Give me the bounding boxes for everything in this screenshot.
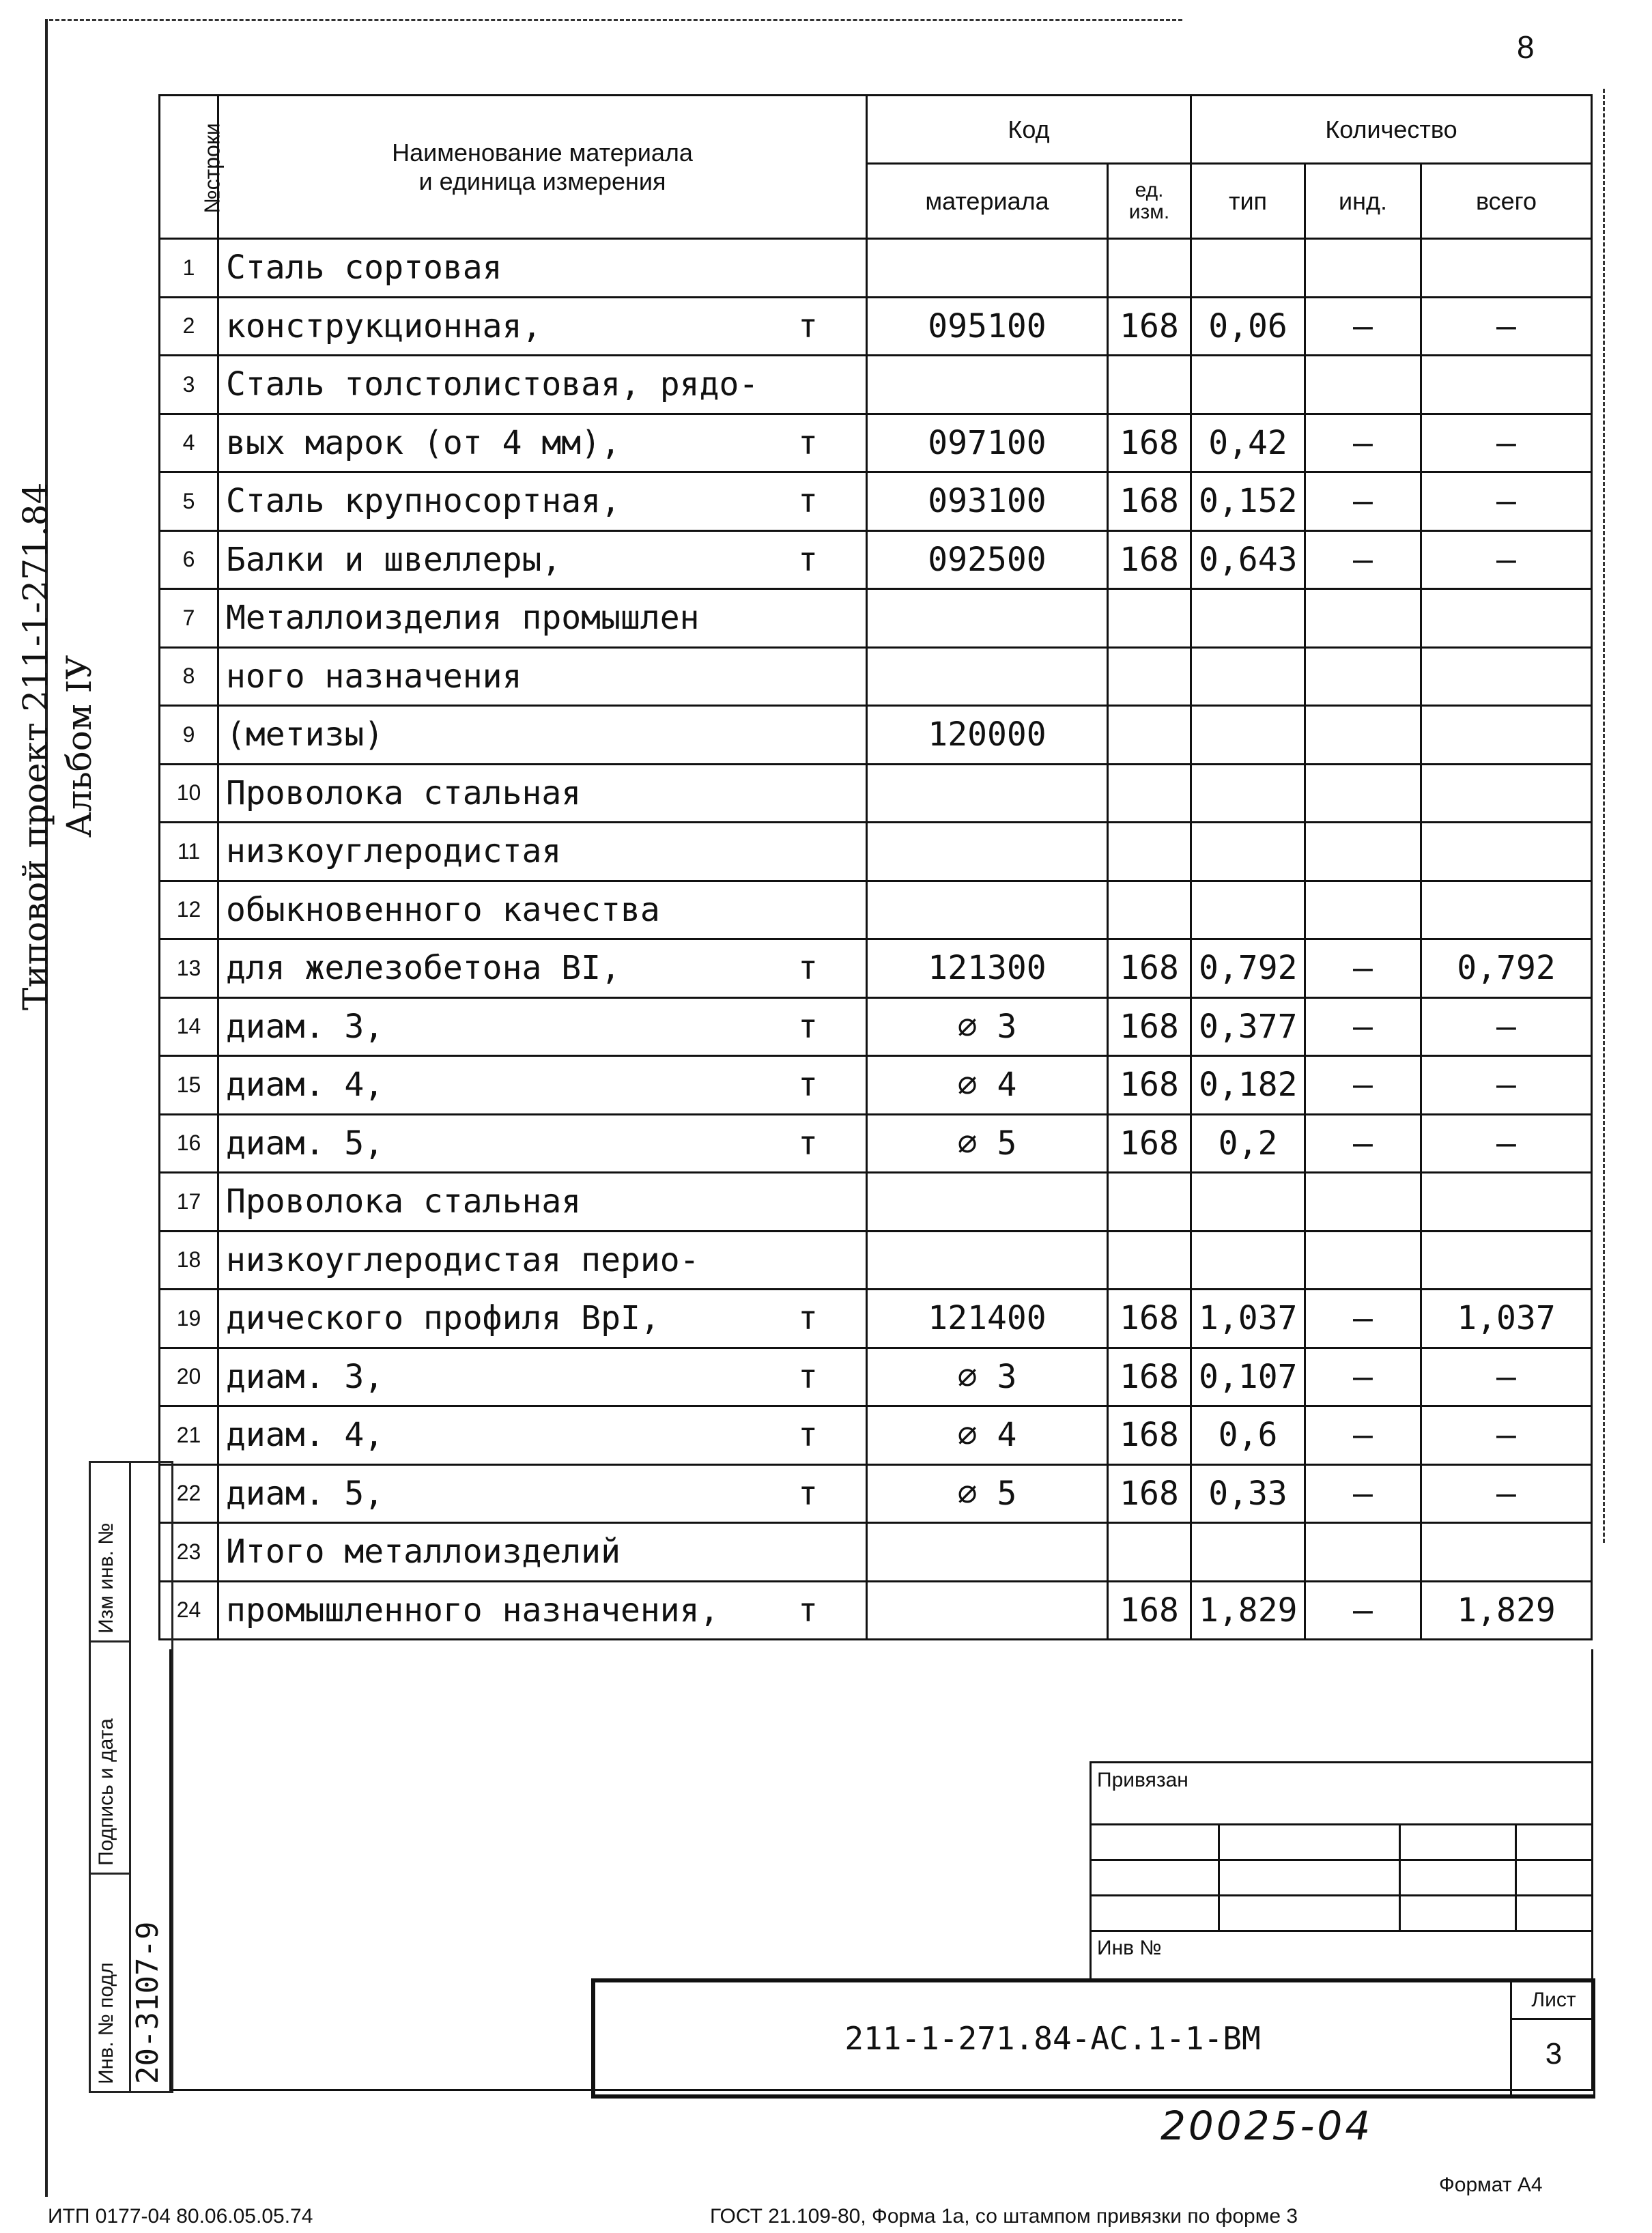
unit-code: 168	[1108, 1114, 1191, 1173]
qty-total	[1421, 1523, 1592, 1582]
table-row	[160, 1406, 1592, 1465]
material-code	[867, 1523, 1108, 1582]
stamp-inv-podl: Инв. № подл	[95, 1962, 117, 2084]
qty-total: –	[1421, 1406, 1592, 1465]
qty-total: –	[1421, 472, 1592, 531]
table-row	[160, 1523, 1592, 1582]
qty-type: 0,6	[1191, 1406, 1305, 1465]
header-qty-type: тип	[1191, 164, 1305, 239]
qty-ind: –	[1305, 297, 1421, 356]
unit-code: 168	[1108, 997, 1191, 1056]
qty-ind	[1305, 1173, 1421, 1232]
material-code: 120000	[867, 706, 1108, 765]
qty-ind	[1305, 356, 1421, 414]
material-name: диам. 4,	[226, 1416, 384, 1455]
material-code: 092500	[867, 530, 1108, 589]
qty-ind	[1305, 706, 1421, 765]
unit-code: 168	[1108, 297, 1191, 356]
sheet-cell	[1510, 1982, 1595, 2094]
material-name-cell	[218, 881, 867, 939]
row-number: 10	[160, 764, 218, 823]
material-name-cell	[218, 1114, 867, 1173]
material-code	[867, 239, 1108, 298]
qty-type: 0,2	[1191, 1114, 1305, 1173]
material-name-cell	[218, 1581, 867, 1640]
qty-ind	[1305, 239, 1421, 298]
material-name: диам. 5,	[226, 1124, 384, 1163]
qty-total: –	[1421, 997, 1592, 1056]
material-code: 097100	[867, 414, 1108, 472]
row-number: 8	[160, 647, 218, 706]
material-name: диам. 3,	[226, 1357, 384, 1396]
title-block	[591, 1978, 1595, 2099]
qty-type	[1191, 239, 1305, 298]
unit-code	[1108, 706, 1191, 765]
table-row	[160, 1231, 1592, 1290]
row-number: 12	[160, 881, 218, 939]
material-name: ного назначения	[226, 657, 522, 696]
material-name: низкоуглеродистая	[226, 832, 562, 871]
table-row	[160, 1056, 1592, 1115]
row-number: 21	[160, 1406, 218, 1465]
material-name-cell	[218, 530, 867, 589]
side-title-project: Типовой проект 211-1-271.84	[16, 482, 55, 1010]
material-name: промышленного назначения,	[226, 1591, 720, 1630]
table-row	[160, 589, 1592, 648]
qty-type: 0,643	[1191, 530, 1305, 589]
table-row	[160, 472, 1592, 531]
unit-of-measure: т	[798, 1357, 818, 1396]
qty-total	[1421, 764, 1592, 823]
qty-ind	[1305, 1523, 1421, 1582]
row-number: 6	[160, 530, 218, 589]
unit-of-measure: т	[798, 1591, 818, 1630]
qty-total: –	[1421, 1114, 1592, 1173]
material-code: 121300	[867, 939, 1108, 998]
qty-ind: –	[1305, 1581, 1421, 1640]
material-name: Итого металлоизделий	[226, 1533, 621, 1571]
qty-type	[1191, 589, 1305, 648]
table-row	[160, 647, 1592, 706]
material-name: обыкновенного качества	[226, 890, 660, 929]
qty-type	[1191, 647, 1305, 706]
material-code	[867, 823, 1108, 881]
material-code: 095100	[867, 297, 1108, 356]
qty-total: –	[1421, 1464, 1592, 1523]
table-row	[160, 881, 1592, 939]
material-code: ⌀ 5	[867, 1114, 1108, 1173]
qty-type: 1,037	[1191, 1290, 1305, 1348]
material-name: (метизы)	[226, 715, 384, 754]
unit-of-measure: т	[798, 423, 818, 462]
unit-of-measure: т	[798, 1007, 818, 1046]
qty-type	[1191, 1173, 1305, 1232]
qty-total	[1421, 356, 1592, 414]
table-row	[160, 1464, 1592, 1523]
unit-code	[1108, 1231, 1191, 1290]
qty-ind: –	[1305, 997, 1421, 1056]
material-name: Металлоизделия промышлен	[226, 599, 700, 638]
material-name: диам. 3,	[226, 1007, 384, 1046]
unit-code	[1108, 647, 1191, 706]
material-name-cell	[218, 1173, 867, 1232]
material-name-cell	[218, 239, 867, 298]
unit-of-measure: т	[798, 1124, 818, 1163]
unit-code	[1108, 356, 1191, 414]
table-row	[160, 530, 1592, 589]
unit-code	[1108, 1523, 1191, 1582]
material-code	[867, 1231, 1108, 1290]
row-number: 3	[160, 356, 218, 414]
qty-type: 0,792	[1191, 939, 1305, 998]
qty-type	[1191, 1523, 1305, 1582]
qty-ind: –	[1305, 472, 1421, 531]
material-name: конструкционная,	[226, 307, 542, 345]
footer-right: ГОСТ 21.109-80, Форма 1а, со штампом привязки по форме 3	[710, 2205, 1298, 2228]
unit-code: 168	[1108, 1406, 1191, 1465]
side-title	[14, 483, 101, 1010]
row-number: 4	[160, 414, 218, 472]
unit-of-measure: т	[798, 1416, 818, 1455]
material-code: ⌀ 4	[867, 1406, 1108, 1465]
material-name: вых марок (от 4 мм),	[226, 423, 621, 462]
row-number: 22	[160, 1464, 218, 1523]
qty-type: 0,33	[1191, 1464, 1305, 1523]
material-code	[867, 647, 1108, 706]
material-name-cell	[218, 589, 867, 648]
material-code: 093100	[867, 472, 1108, 531]
material-name-cell	[218, 1231, 867, 1290]
material-name-cell	[218, 472, 867, 531]
unit-of-measure: т	[798, 949, 818, 988]
material-name-cell	[218, 647, 867, 706]
row-number: 20	[160, 1348, 218, 1406]
unit-code	[1108, 764, 1191, 823]
qty-total	[1421, 706, 1592, 765]
header-name: Наименование материала и единица измерения	[218, 96, 867, 239]
footer-left: ИТП 0177-04 80.06.05.05.74	[48, 2205, 313, 2228]
qty-total: –	[1421, 1056, 1592, 1115]
sheet-label: Лист	[1512, 1982, 1595, 2020]
table-row	[160, 1173, 1592, 1232]
row-number: 14	[160, 997, 218, 1056]
material-name: Сталь сортовая	[226, 248, 502, 287]
material-name: Балки и швеллеры,	[226, 540, 562, 579]
qty-total: 1,037	[1421, 1290, 1592, 1348]
unit-of-measure: т	[798, 1066, 818, 1105]
format-label: Формат А4	[1439, 2174, 1543, 2196]
material-code	[867, 356, 1108, 414]
material-name: Сталь крупносортная,	[226, 482, 621, 521]
material-name: Проволока стальная	[226, 773, 582, 812]
unit-of-measure: т	[798, 540, 818, 579]
unit-code: 168	[1108, 1581, 1191, 1640]
qty-ind: –	[1305, 939, 1421, 998]
material-name-cell	[218, 1290, 867, 1348]
material-name: для железобетона BI,	[226, 949, 621, 988]
unit-code	[1108, 239, 1191, 298]
material-name-cell	[218, 764, 867, 823]
material-name-cell	[218, 1406, 867, 1465]
header-row-no: №строки	[160, 96, 218, 239]
table-row	[160, 1581, 1592, 1640]
unit-code	[1108, 881, 1191, 939]
qty-total	[1421, 881, 1592, 939]
qty-type: 0,06	[1191, 297, 1305, 356]
row-number: 5	[160, 472, 218, 531]
qty-ind: –	[1305, 1056, 1421, 1115]
row-number: 17	[160, 1173, 218, 1232]
qty-ind	[1305, 647, 1421, 706]
qty-ind: –	[1305, 1406, 1421, 1465]
header-quantity: Количество	[1191, 96, 1592, 164]
row-number: 7	[160, 589, 218, 648]
row-number: 13	[160, 939, 218, 998]
unit-of-measure: т	[798, 482, 818, 521]
qty-type	[1191, 706, 1305, 765]
page-number: 8	[1517, 29, 1535, 65]
material-code: 121400	[867, 1290, 1108, 1348]
qty-ind: –	[1305, 1114, 1421, 1173]
unit-of-measure: т	[798, 1299, 818, 1338]
qty-ind: –	[1305, 1464, 1421, 1523]
material-name: низкоуглеродистая перио-	[226, 1240, 700, 1279]
right-dashed-line	[1603, 89, 1605, 1543]
qty-ind	[1305, 823, 1421, 881]
qty-total	[1421, 1231, 1592, 1290]
row-number: 1	[160, 239, 218, 298]
row-number: 16	[160, 1114, 218, 1173]
qty-ind	[1305, 589, 1421, 648]
unit-code: 168	[1108, 414, 1191, 472]
qty-total: –	[1421, 414, 1592, 472]
material-code: ⌀ 5	[867, 1464, 1108, 1523]
table-row	[160, 823, 1592, 881]
table-row	[160, 706, 1592, 765]
qty-type	[1191, 823, 1305, 881]
unit-code: 168	[1108, 530, 1191, 589]
qty-type: 0,182	[1191, 1056, 1305, 1115]
top-border-line	[49, 19, 1182, 21]
table-row	[160, 764, 1592, 823]
material-name-cell	[218, 939, 867, 998]
unit-code: 168	[1108, 1348, 1191, 1406]
table-row	[160, 239, 1592, 298]
unit-code: 168	[1108, 1056, 1191, 1115]
qty-total: 1,829	[1421, 1581, 1592, 1640]
row-number: 9	[160, 706, 218, 765]
row-number: 11	[160, 823, 218, 881]
header-code-unit: ед. изм.	[1108, 164, 1191, 239]
table-row	[160, 414, 1592, 472]
material-name-cell	[218, 1523, 867, 1582]
stamp-izm-inv: Изм инв. №	[95, 1522, 117, 1634]
unit-of-measure: т	[798, 1474, 818, 1513]
row-number: 19	[160, 1290, 218, 1348]
stamp-podpis-data: Подпись и дата	[95, 1718, 117, 1866]
material-name-cell	[218, 414, 867, 472]
qty-ind	[1305, 764, 1421, 823]
unit-code	[1108, 823, 1191, 881]
material-name-cell	[218, 297, 867, 356]
qty-total	[1421, 1173, 1592, 1232]
qty-total: –	[1421, 530, 1592, 589]
qty-total	[1421, 823, 1592, 881]
material-code	[867, 1581, 1108, 1640]
unit-code	[1108, 1173, 1191, 1232]
left-border-line	[45, 19, 48, 2197]
material-name: Проволока стальная	[226, 1182, 582, 1221]
table-row	[160, 1290, 1592, 1348]
material-name: дического профиля BpI,	[226, 1299, 660, 1338]
material-code	[867, 881, 1108, 939]
table-row	[160, 939, 1592, 998]
material-code	[867, 764, 1108, 823]
qty-type: 0,107	[1191, 1348, 1305, 1406]
sheet-number: 3	[1545, 2037, 1563, 2071]
material-name-cell	[218, 823, 867, 881]
stamp-inv-number: 20-3107-9	[130, 1921, 165, 2084]
binding-inv-no: Инв №	[1097, 1937, 1162, 1959]
header-qty-ind: инд.	[1305, 164, 1421, 239]
table-row	[160, 1114, 1592, 1173]
binding-label: Привязан	[1097, 1769, 1188, 1791]
material-table	[158, 94, 1593, 1640]
material-name-cell	[218, 356, 867, 414]
qty-total: 0,792	[1421, 939, 1592, 998]
material-name: диам. 4,	[226, 1066, 384, 1105]
material-name-cell	[218, 997, 867, 1056]
unit-code: 168	[1108, 1290, 1191, 1348]
qty-total: –	[1421, 297, 1592, 356]
qty-type	[1191, 1231, 1305, 1290]
side-title-album: Альбом IУ	[59, 655, 99, 838]
unit-code: 168	[1108, 472, 1191, 531]
table-row	[160, 1348, 1592, 1406]
unit-of-measure: т	[798, 307, 818, 345]
qty-total	[1421, 589, 1592, 648]
qty-ind: –	[1305, 1348, 1421, 1406]
document-code: 211-1-271.84-АС.1-1-ВМ	[844, 2020, 1261, 2057]
unit-code: 168	[1108, 939, 1191, 998]
material-name-cell	[218, 1348, 867, 1406]
qty-total	[1421, 647, 1592, 706]
qty-ind	[1305, 881, 1421, 939]
header-code: Код	[867, 96, 1191, 164]
material-code: ⌀ 4	[867, 1056, 1108, 1115]
qty-total: –	[1421, 1348, 1592, 1406]
material-code: ⌀ 3	[867, 1348, 1108, 1406]
material-code	[867, 1173, 1108, 1232]
material-name-cell	[218, 1056, 867, 1115]
qty-ind: –	[1305, 1290, 1421, 1348]
row-number: 18	[160, 1231, 218, 1290]
header-qty-total: всего	[1421, 164, 1592, 239]
unit-code: 168	[1108, 1464, 1191, 1523]
table-row	[160, 356, 1592, 414]
header-code-material: материала	[867, 164, 1108, 239]
qty-total	[1421, 239, 1592, 298]
material-name: диам. 5,	[226, 1474, 384, 1513]
row-number: 15	[160, 1056, 218, 1115]
qty-ind	[1305, 1231, 1421, 1290]
qty-type: 0,152	[1191, 472, 1305, 531]
table-row	[160, 297, 1592, 356]
row-number: 24	[160, 1581, 218, 1640]
material-name-cell	[218, 1464, 867, 1523]
material-name-cell	[218, 706, 867, 765]
qty-type	[1191, 356, 1305, 414]
stamp-column	[89, 1461, 173, 2093]
qty-type: 0,42	[1191, 414, 1305, 472]
qty-type: 0,377	[1191, 997, 1305, 1056]
row-number: 2	[160, 297, 218, 356]
qty-type: 1,829	[1191, 1581, 1305, 1640]
qty-type	[1191, 764, 1305, 823]
table-row	[160, 997, 1592, 1056]
material-name: Сталь толстолистовая, рядо-	[226, 365, 759, 404]
material-code: ⌀ 3	[867, 997, 1108, 1056]
unit-code	[1108, 589, 1191, 648]
qty-ind: –	[1305, 414, 1421, 472]
row-number: 23	[160, 1523, 218, 1582]
handwritten-number: 20025-04	[1160, 2103, 1373, 2149]
qty-ind: –	[1305, 530, 1421, 589]
binding-block	[1090, 1761, 1593, 1982]
qty-type	[1191, 881, 1305, 939]
material-code	[867, 589, 1108, 648]
